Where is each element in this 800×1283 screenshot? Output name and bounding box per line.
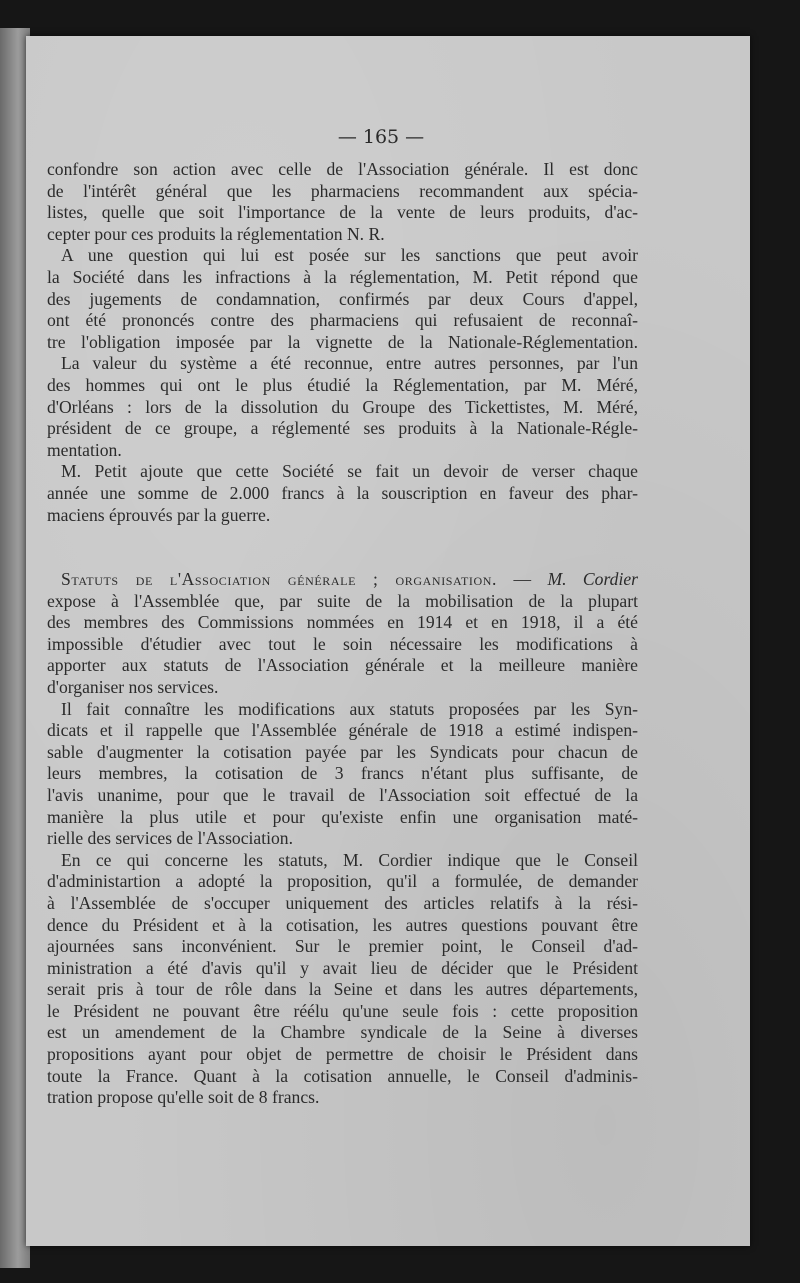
text-line: la Société dans les infractions à la réglementation, M. Petit répond que [47, 266, 638, 287]
heading-dash: — [497, 569, 548, 589]
text-line: est un amendement de la Chambre syndicale de la Seine à diverses [47, 1022, 638, 1043]
text-line: manière la plus utile et pour qu'existe enfin une organisation maté- [47, 806, 638, 827]
speaker-name: M. Cordier [547, 569, 638, 589]
text-line: dence du Président et à la cotisation, les autres questions pouvant être [47, 914, 638, 935]
text-line: En ce qui concerne les statuts, M. Cordier indique que le Conseil [61, 849, 638, 870]
text-line: ont été prononcés contre des pharmaciens qui refusaient de reconnaî- [47, 310, 638, 331]
text-line: A une question qui lui est posée sur les sanctions que peut avoir [61, 245, 638, 266]
text-line: président de ce groupe, a réglementé ses produits à la Nationale-Régle- [47, 418, 638, 439]
text-line: année une somme de 2.000 francs à la souscription en faveur des phar- [47, 482, 638, 503]
text-line: ministration a été d'avis qu'il y avait lieu de décider que le Président [47, 957, 638, 978]
text-line: des hommes qui ont le plus étudié la Réglementation, par M. Méré, [47, 374, 638, 395]
text-line: l'avis unanime, pour que le travail de l'Association soit effectué de la [47, 784, 638, 805]
paragraph-block-petit [47, 159, 638, 526]
page-number: — 165 — [337, 126, 425, 148]
text-line: mentation. [47, 439, 122, 460]
section-heading-line [47, 569, 638, 591]
text-line: ajournées sans inconvénient. Sur le premier point, le Conseil d'ad- [47, 936, 638, 957]
text-line: des jugements de condamnation, confirmés par deux Cours d'appel, [47, 288, 638, 309]
text-line: Il fait connaître les modifications aux statuts proposées par les Syn- [61, 698, 638, 719]
text-line: à l'Assemblée de s'occuper uniquement des articles relatifs à la rési- [47, 892, 638, 913]
text-line: toute la France. Quant à la cotisation annuelle, le Conseil d'adminis- [47, 1065, 638, 1086]
text-line: tration propose qu'elle soit de 8 francs. [47, 1087, 320, 1108]
text-line: maciens éprouvés par la guerre. [47, 504, 271, 525]
text-line: d'Orléans : lors de la dissolution du Groupe des Tickettistes, M. Méré, [47, 396, 638, 417]
text-line: serait pris à tour de rôle dans la Seine et dans les autres départements, [47, 979, 638, 1000]
text-line: le Président ne pouvant être réélu qu'une seule fois : cette proposition [47, 1000, 638, 1021]
text-line: des membres des Commissions nommées en 1914 et en 1918, il a été [47, 612, 638, 633]
text-line: listes, quelle que soit l'importance de la vente de leurs produits, d'ac- [47, 202, 638, 223]
text-line: cepter pour ces produits la réglementation N. R. [47, 223, 385, 244]
text-line: La valeur du système a été reconnue, entre autres personnes, par l'un [61, 353, 638, 374]
book-page [26, 36, 750, 1246]
text-line: rielle des services de l'Association. [47, 828, 293, 849]
text-line: dicats et il rappelle que l'Assemblée générale de 1918 a estimé indispen- [47, 720, 638, 741]
section-statuts [47, 569, 638, 1109]
text-line: propositions ayant pour objet de permettre de choisir le Président dans [47, 1044, 638, 1065]
text-line: d'organiser nos services. [47, 676, 219, 697]
text-line: expose à l'Assemblée que, par suite de la mobilisation de la plupart [47, 590, 638, 611]
text-line: apporter aux statuts de l'Association générale et la meilleure manière [47, 655, 638, 676]
text-line: de l'intérêt général que les pharmaciens recommandent aux spécia- [47, 180, 638, 201]
text-line: M. Petit ajoute que cette Société se fait un devoir de verser chaque [61, 461, 638, 482]
section-heading: Statuts de l'Association générale ; organisation. [61, 569, 498, 589]
text-line: confondre son action avec celle de l'Association générale. Il est donc [47, 159, 638, 179]
text-line: leurs membres, la cotisation de 3 francs n'étant plus suffisante, de [47, 763, 638, 784]
text-line: sable d'augmenter la cotisation payée par les Syndicats pour chacun de [47, 741, 638, 762]
text-line: impossible d'étudier avec tout le soin nécessaire les modifications à [47, 633, 638, 654]
text-line: tre l'obligation imposée par la vignette de la Nationale-Réglementation. [47, 331, 638, 352]
text-line: d'administartion a adopté la proposition, qu'il a formulée, de demander [47, 871, 638, 892]
